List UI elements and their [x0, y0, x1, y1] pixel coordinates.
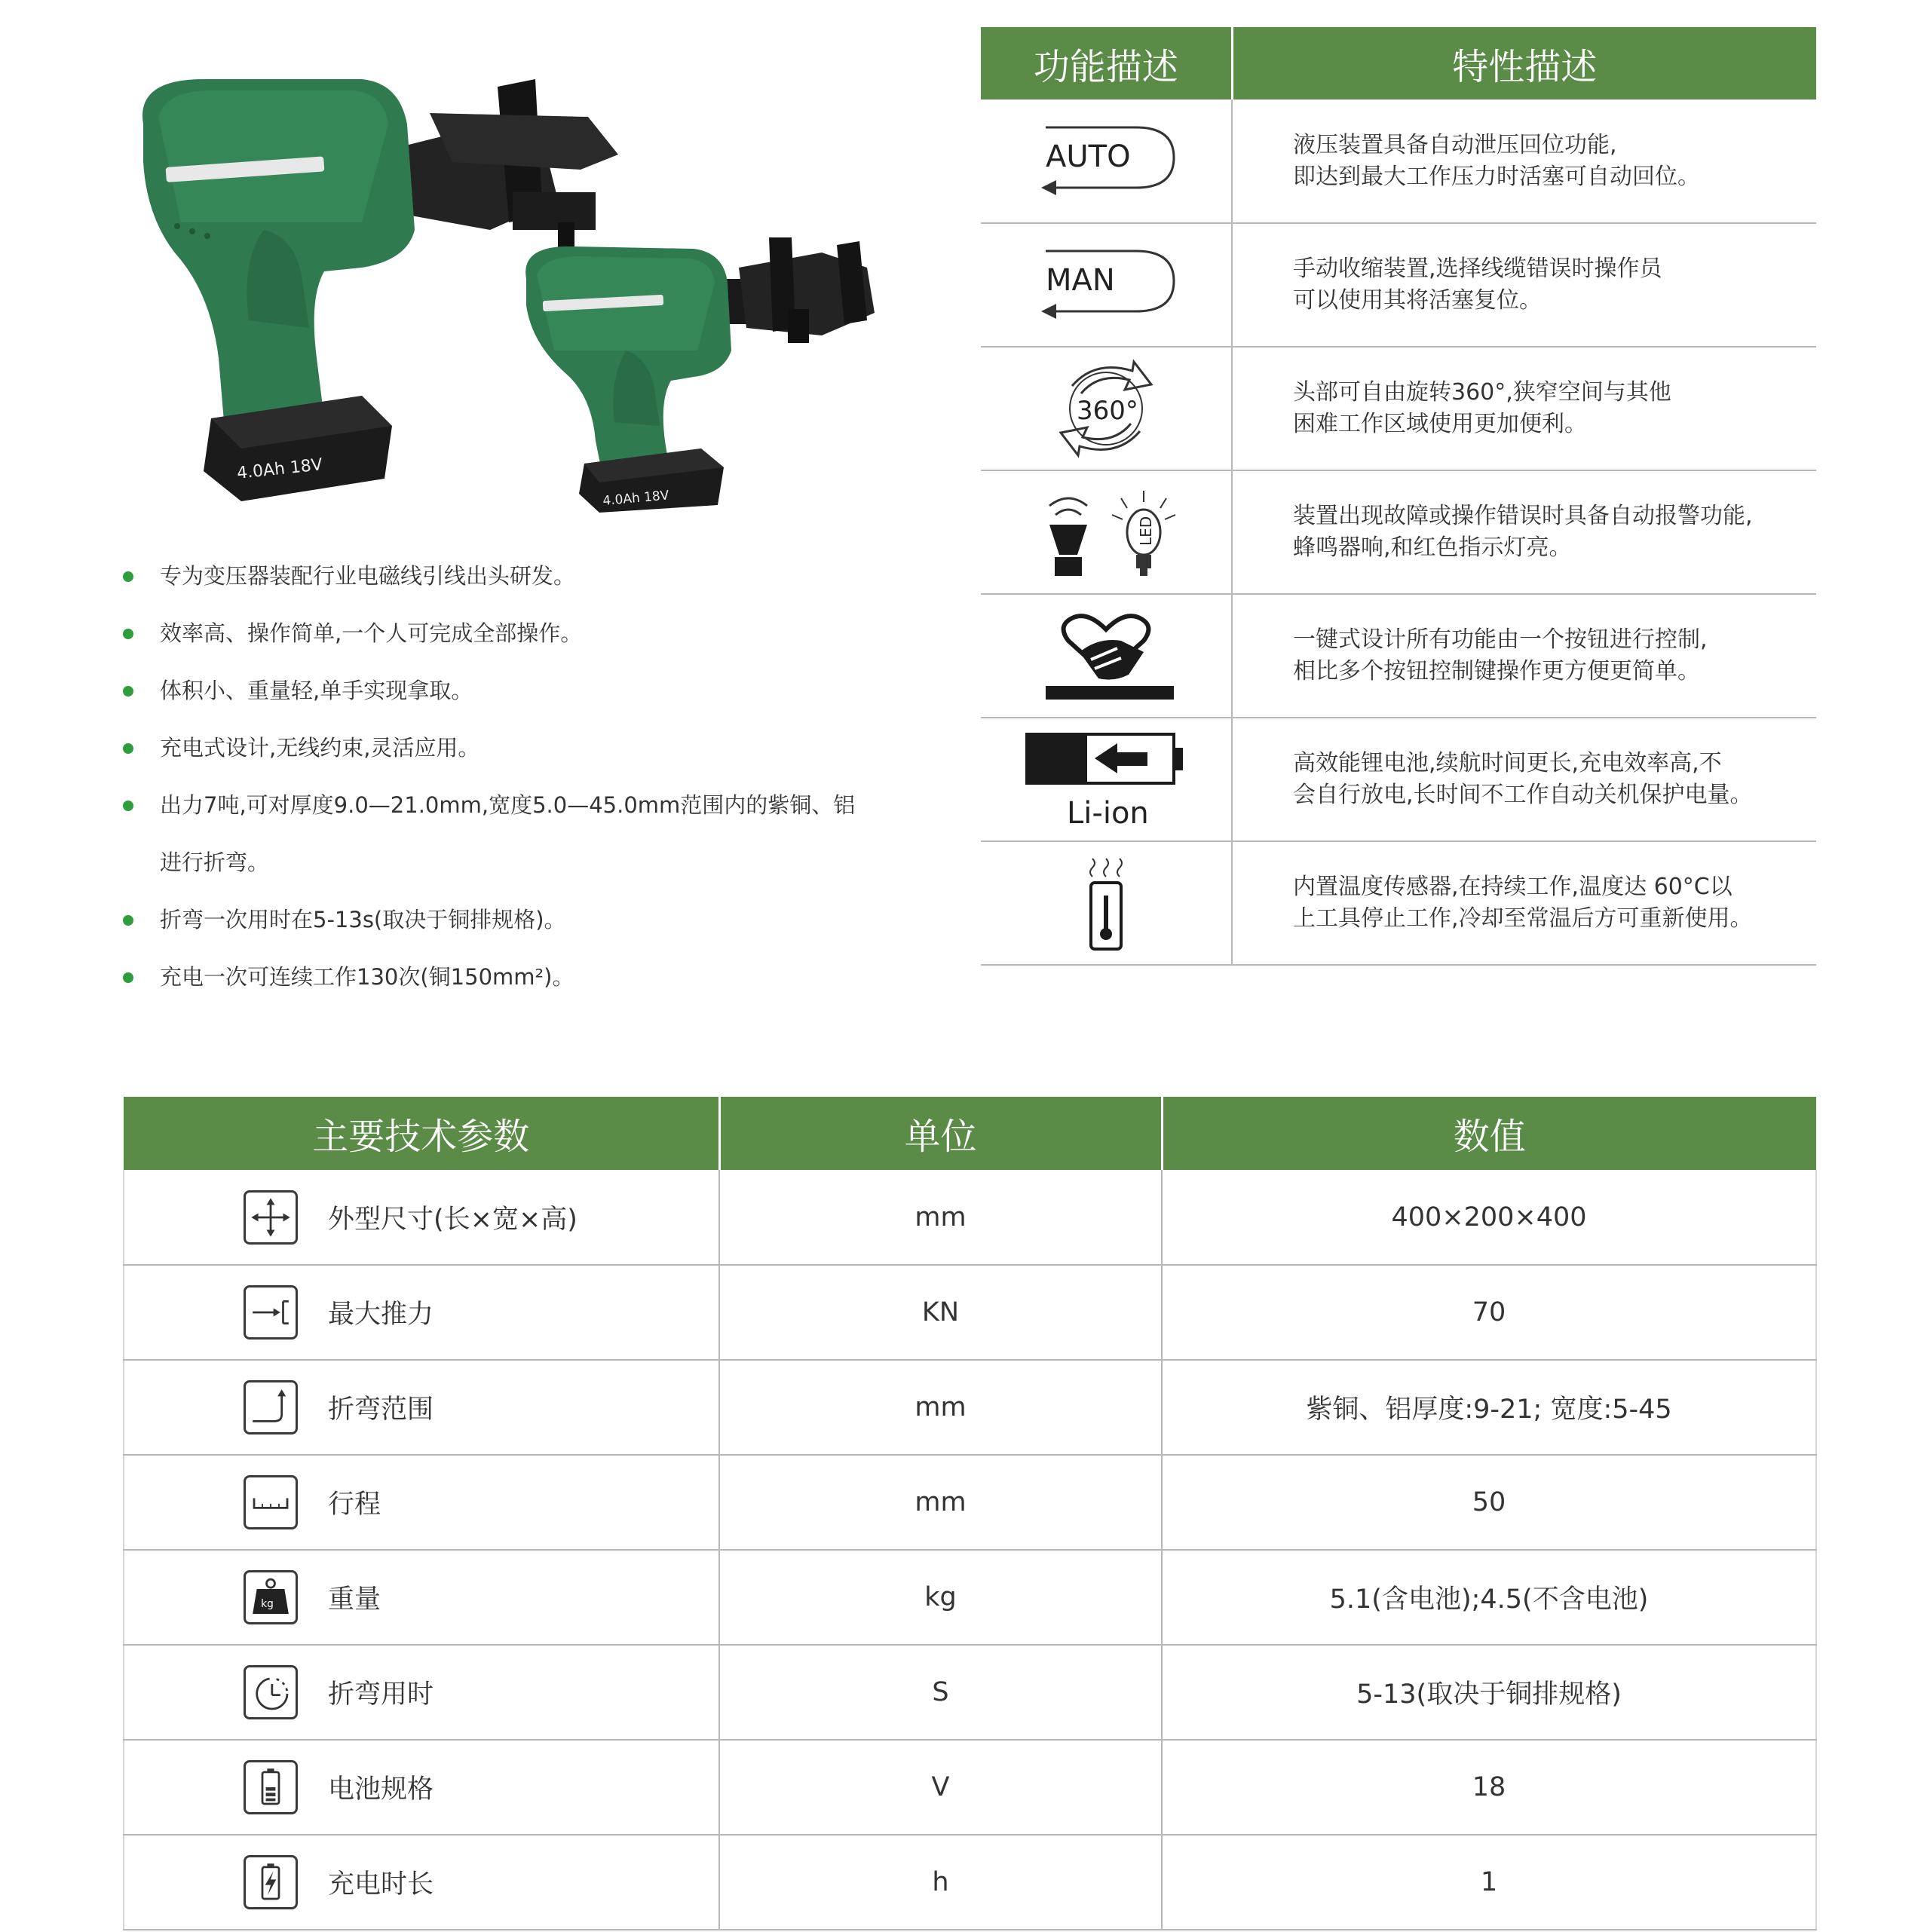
spec-row-max-thrust	[124, 1265, 1816, 1360]
feature-desc-line: 装置出现故障或操作错误时具备自动报警功能,	[1293, 503, 1753, 529]
spec-value: 紫铜、铝厚度:9-21; 宽度:5-45	[1162, 1360, 1816, 1455]
spec-value: 70	[1162, 1265, 1816, 1360]
spec-unit: KN	[719, 1265, 1162, 1360]
dimensions-icon	[244, 1190, 298, 1245]
feature-desc-line: 一键式设计所有功能由一个按钮进行控制,	[1293, 626, 1708, 653]
feature-row-auto	[981, 100, 1816, 223]
spec-name: 最大推力	[328, 1300, 434, 1330]
li-ion-battery-icon	[1023, 727, 1189, 832]
feature-table	[981, 27, 1816, 966]
spec-unit: kg	[719, 1550, 1162, 1645]
spec-value: 5-13(取决于铜排规格)	[1162, 1645, 1816, 1740]
feature-desc-line: 高效能锂电池,续航时间更长,充电效率高,不	[1293, 750, 1722, 776]
svg-text:LED: LED	[1137, 516, 1155, 546]
spec-unit: V	[719, 1740, 1162, 1835]
spec-header-param: 主要技术参数	[124, 1097, 719, 1170]
svg-text:AUTO: AUTO	[1046, 139, 1131, 174]
svg-text:4.0Ah 18V: 4.0Ah 18V	[236, 455, 324, 483]
svg-text:360°: 360°	[1077, 396, 1138, 426]
feature-desc-line: 相比多个按钮控制键操作更方便更简单。	[1293, 658, 1700, 684]
spec-row-weight	[124, 1550, 1816, 1645]
bullet-dot-icon	[123, 915, 133, 926]
spec-unit: mm	[719, 1360, 1162, 1455]
charge-time-icon	[244, 1855, 298, 1909]
max-thrust-icon	[244, 1285, 298, 1340]
spec-row-charge-time	[124, 1835, 1816, 1930]
spec-row-battery	[124, 1740, 1816, 1835]
bullet-item: 充电式设计,无线约束,灵活应用。	[121, 733, 920, 762]
feature-row-rotate	[981, 347, 1816, 470]
spec-unit: S	[719, 1645, 1162, 1740]
svg-text:4.0Ah 18V: 4.0Ah 18V	[602, 488, 670, 509]
feature-row-one-touch	[981, 594, 1816, 718]
spec-name: 外型尺寸(长×宽×高)	[328, 1204, 578, 1235]
svg-text:Li-ion: Li-ion	[1067, 796, 1149, 831]
bullet-dot-icon	[123, 686, 133, 697]
bullet-dot-icon	[123, 629, 133, 639]
spec-name: 电池规格	[328, 1774, 434, 1805]
buzzer-led-icon	[1031, 483, 1181, 581]
feature-desc-line: 即达到最大工作压力时活塞可自动回位。	[1293, 163, 1700, 190]
manual-return-icon	[1031, 243, 1181, 326]
feature-row-manual	[981, 223, 1816, 347]
feature-desc-line: 会自行放电,长时间不工作自动关机保护电量。	[1293, 782, 1753, 808]
spec-header-value: 数值	[1162, 1097, 1816, 1170]
product-image-small	[520, 237, 897, 513]
rotate-360-icon	[1049, 356, 1163, 461]
feature-row-alarm	[981, 470, 1816, 594]
one-touch-icon	[1031, 607, 1181, 705]
spec-unit: h	[719, 1835, 1162, 1930]
feature-row-temperature	[981, 841, 1816, 965]
feature-desc-line: 困难工作区域使用更加便利。	[1293, 411, 1587, 437]
spec-name: 重量	[328, 1584, 381, 1615]
bullet-item: 效率高、操作简单,一个人可完成全部操作。	[121, 619, 920, 648]
feature-bullet-list	[121, 562, 920, 1020]
auto-return-icon	[1031, 120, 1181, 203]
feature-desc-line: 可以使用其将活塞复位。	[1293, 287, 1542, 314]
feature-row-battery	[981, 718, 1816, 841]
spec-row-dimensions	[124, 1170, 1816, 1265]
spec-value: 5.1(含电池);4.5(不含电池)	[1162, 1550, 1816, 1645]
spec-unit: mm	[719, 1455, 1162, 1550]
feature-desc-line: 蜂鸣器响,和红色指示灯亮。	[1293, 534, 1572, 561]
bullet-item: 专为变压器装配行业电磁线引线出头研发。	[121, 562, 920, 590]
feature-desc-line: 内置温度传感器,在持续工作,温度达 60°C以	[1293, 874, 1733, 900]
feature-desc-line: 头部可自由旋转360°,狭窄空间与其他	[1293, 379, 1671, 406]
spec-name: 充电时长	[328, 1869, 434, 1900]
bullet-dot-icon	[123, 972, 133, 983]
feature-desc-line: 液压装置具备自动泄压回位功能,	[1293, 131, 1617, 158]
battery-spec-icon	[244, 1760, 298, 1814]
spec-name: 折弯范围	[328, 1395, 434, 1425]
bend-range-icon	[244, 1380, 298, 1434]
bullet-item: 折弯一次用时在5-13s(取决于铜排规格)。	[121, 905, 920, 934]
svg-text:kg: kg	[261, 1597, 274, 1610]
bullet-item: 充电一次可连续工作130次(铜150mm²)。	[121, 963, 920, 991]
spec-name: 折弯用时	[328, 1679, 434, 1710]
bullet-item: 体积小、重量轻,单手实现拿取。	[121, 676, 920, 705]
spec-row-bend-range	[124, 1360, 1816, 1455]
spec-header-unit: 单位	[719, 1097, 1162, 1170]
weight-icon	[244, 1570, 298, 1624]
feature-desc-line: 上工具停止工作,冷却至常温后方可重新使用。	[1293, 905, 1753, 932]
stroke-icon	[244, 1475, 298, 1529]
spec-row-stroke	[124, 1455, 1816, 1550]
bullet-item: 出力7吨,可对厚度9.0—21.0mm,宽度5.0—45.0mm范围内的紫铜、铝	[121, 791, 920, 819]
spec-value: 50	[1162, 1455, 1816, 1550]
spec-value: 18	[1162, 1740, 1816, 1835]
bullet-dot-icon	[123, 801, 133, 811]
spec-unit: mm	[719, 1170, 1162, 1265]
feature-header-function: 功能描述	[981, 27, 1232, 100]
spec-row-bend-time	[124, 1645, 1816, 1740]
feature-header-property: 特性描述	[1232, 27, 1816, 100]
spec-value: 400×200×400	[1162, 1170, 1816, 1265]
bend-time-icon	[244, 1665, 298, 1719]
hydraulic-bender-small-icon	[520, 237, 897, 513]
svg-text:MAN: MAN	[1046, 263, 1115, 298]
bullet-dot-icon	[123, 743, 133, 754]
feature-desc-line: 手动收缩装置,选择线缆错误时操作员	[1293, 256, 1662, 282]
temperature-sensor-icon	[1076, 854, 1136, 952]
spec-table	[123, 1097, 1817, 1930]
spec-value: 1	[1162, 1835, 1816, 1930]
bullet-dot-icon	[123, 571, 133, 582]
spec-name: 行程	[328, 1490, 381, 1520]
bullet-item-continuation: 进行折弯。	[160, 850, 270, 875]
